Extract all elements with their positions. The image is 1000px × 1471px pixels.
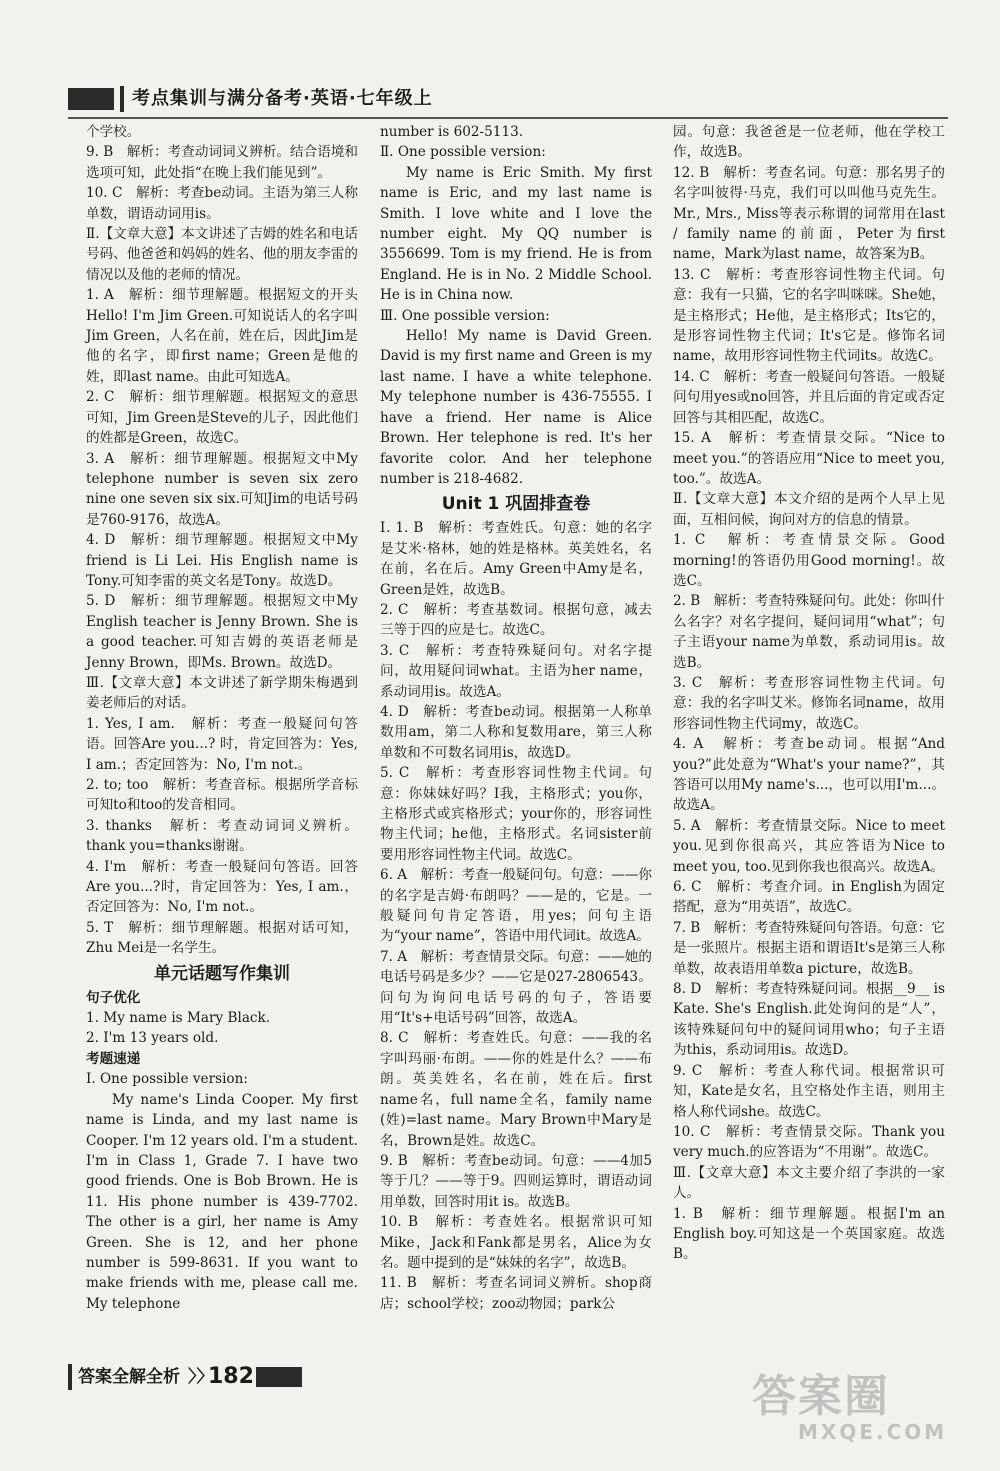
answer-paragraph: 5. D 解析：细节理解题。根据短文中My English teacher is Jenny Brown. She is a good teacher.可知吉姆的英语老师是Jenny Brown，即Ms. Brown。故选D。 <box>86 593 358 671</box>
answer-paragraph: 8. C 解析：考查姓氏。句意：——我的名字叫玛丽·布朗。——你的姓是什么？——布朗。英美姓名，名在前，姓在后。first name名，full name全名，family name (姓)=last name。Mary Brown中Mary是名，Brown是姓。故选C。 <box>380 1030 652 1149</box>
answer-paragraph: 5. A 解析：考查情景交际。Nice to meet you.见到你很高兴，其应答语为Nice to meet you, too.见到你我也很高兴。故选A。 <box>673 817 945 875</box>
answer-paragraph: My name's Linda Cooper. My first name is Linda, and my last name is Cooper. I'm 12 years old. I'm a student. I'm in Class 1, Grade 7. I have two good friends. One is Bob Brown. He is 11. His phone number is 439-7702. The other is a girl, her name is Amy Green. She is 12, and her phone number is 599-8631. If you want to make friends with me, please call me. My telephone <box>86 1091 358 1312</box>
answer-paragraph: 3. thanks 解析：考查动词词义辨析。thank you=thanks谢谢。 <box>86 817 358 855</box>
answer-paragraph: My name is Eric Smith. My first name is Eric, and my last name is Smith. I love white and I love the number eight. My QQ number is 3556699. Tom is my friend. He is from England. He is in No. 2 Middle School. He is in China now. <box>380 164 652 304</box>
answer-paragraph: 10. C 解析：考查情景交际。Thank you very much.的应答语为“不用谢”。故选C。 <box>673 1123 945 1161</box>
answer-paragraph: number is 602-5113. <box>380 124 524 140</box>
answer-paragraph: 2. C 解析：考查基数词。根据句意，减去三等于四的应是七。故选C。 <box>380 601 652 639</box>
answer-paragraph: 3. C 解析：考查形容词性物主代词。句意：我的名字叫艾米。修饰名词name，故用形容词性物主代词my，故选C。 <box>673 674 945 732</box>
watermark-url: MXQE.COM <box>798 1420 948 1444</box>
page-footer <box>68 1362 388 1392</box>
answer-paragraph: 1. My name is Mary Black. <box>86 1010 271 1027</box>
header-decoration-block <box>68 88 114 110</box>
page-number: 182 <box>208 1364 254 1389</box>
answer-paragraph: 14. C 解析：考查一般疑问句答语。一般疑问句用yes或no回答，并且后面的肯定或否定回答与其相匹配，故选C。 <box>673 368 945 426</box>
answer-paragraph: Ⅲ.【文章大意】本文讲述了新学期朱梅遇到姜老师后的对话。 <box>86 674 358 712</box>
answer-paragraph: 6. A 解析：考查一般疑问句。句意：——你的名字是吉姆·布朗吗？——是的，它是。一般疑问句肯定答语，用yes；问句主语为“your name”，答语中用代词it。故选A。 <box>380 867 652 945</box>
answer-paragraph: 5. T 解析：细节理解题。根据对话可知，Zhu Mei是一名学生。 <box>86 919 358 957</box>
footer-label: 答案全解全析 <box>78 1367 180 1387</box>
answer-paragraph: 13. C 解析：考查形容词性物主代词。句意：我有一只猫，它的名字叫咪咪。She她，是主格形式；He他，是主格形式；Its它的，是形容词性物主代词；It's它是。修饰名词name，故用形容词性物主代词its。故选C。 <box>673 266 945 365</box>
subsection-heading: 句子优化 <box>86 989 141 1006</box>
answer-paragraph: 11. B 解析：考查名词词义辨析。shop商店；school学校；zoo动物园；park公 <box>380 1275 652 1312</box>
answer-paragraph: 个学校。 <box>86 124 141 140</box>
answer-paragraph: 2. C 解析：细节理解题。根据短文的意思可知，Jim Green是Steve的儿子，因此他们的姓都是Green，故选C。 <box>86 389 358 447</box>
answer-paragraph: 3. C 解析：考查特殊疑问句。对名字提问，故用疑问词what。主语为her name，系动词用is。故选A。 <box>380 642 652 700</box>
answer-paragraph: Ⅲ. One possible version: <box>380 307 550 324</box>
subsection-heading: 考题速递 <box>86 1050 141 1067</box>
answer-column-1 <box>86 122 358 1314</box>
header-rule <box>68 117 948 119</box>
answer-paragraph: 2. B 解析：考查特殊疑问句。此处：你叫什么名字？对名字提问，疑问词用“what”；句子主语your name为单数，系动词用is。故选B。 <box>673 593 945 671</box>
answer-paragraph: 4. I'm 解析：考查一般疑问句答语。回答Are you...?时，肯定回答为：Yes, I am.，否定回答为：No, I'm not.。 <box>86 858 358 916</box>
answer-paragraph: 9. B 解析：考查be动词。句意：——4加5等于几？——等于9。四则运算时，谓语动词用单数，回答时用it is。故选B。 <box>380 1152 652 1210</box>
answer-column-3 <box>673 122 945 1265</box>
footer-arrow-icon: 〉〉 <box>188 1367 214 1387</box>
footer-decoration-block <box>256 1367 302 1387</box>
answer-column-2 <box>380 122 652 1314</box>
section-heading: Unit 1 巩固排查卷 <box>441 494 591 515</box>
answer-paragraph: 8. D 解析：考查特殊疑问词。根据__9__ is Kate. She's English.此处询问的是“人”，该特殊疑问句中的疑问词用who；句子主语为this，系动词用is。故选D。 <box>673 981 945 1059</box>
answer-paragraph: Ⅰ. 1. B 解析：考查姓氏。句意：她的名字是艾米·格林，她的姓是格林。英美姓名，名在前，名在后。Amy Green中Amy是名，Green是姓，故选B。 <box>380 520 652 598</box>
answer-paragraph: 2. I'm 13 years old. <box>86 1030 219 1047</box>
answer-paragraph: 9. C 解析：考查人称代词。根据常识可知，Kate是女名，且空格处作主语，则用主格人称代词she。故选C。 <box>673 1062 945 1120</box>
answer-paragraph: 6. C 解析：考查介词。in English为固定搭配，意为“用英语”，故选C。 <box>673 879 945 916</box>
header-divider-bar <box>120 86 124 112</box>
answer-paragraph: Hello! My name is David Green. David is my first name and Green is my last name. I have a white telephone. My telephone number is 436-75555. I have a friend. Her name is Alice Brown. Her telephone is red. It's her favorite color. And her telephone number is 218-4682. <box>380 328 652 487</box>
watermark-text: 答案圈 <box>752 1371 890 1422</box>
watermark-logo <box>752 1373 952 1453</box>
answer-paragraph: 4. D 解析：考查be动词。根据第一人称单数用am，第二人称和复数用are，第三人称单数和不可数名词用is，故选D。 <box>380 703 652 761</box>
answer-paragraph: Ⅲ.【文章大意】本文主要介绍了李洪的一家人。 <box>673 1164 945 1202</box>
section-heading: 单元话题写作集训 <box>154 963 290 984</box>
answer-paragraph: 1. C 解析：考查情景交际。Good morning!的答语仍用Good morning!。故选C。 <box>673 532 945 589</box>
footer-divider-bar <box>68 1364 72 1390</box>
answer-paragraph: Ⅰ. One possible version: <box>86 1071 248 1088</box>
answer-paragraph: 4. D 解析：细节理解题。根据短文中My friend is Li Lei. His English name is Tony.可知李雷的英文名是Tony。故选D。 <box>86 532 358 589</box>
page-header <box>68 84 948 118</box>
answer-paragraph: 1. A 解析：细节理解题。根据短文的开头Hello! I'm Jim Green.可知说话人的名字叫Jim Green，人名在前，姓在后，因此Jim是他的名字，即first name；Green是他的姓，即last name。由此可知选A。 <box>86 287 358 385</box>
answer-paragraph: Ⅱ.【文章大意】本文介绍的是两个人早上见面，互相问候，询问对方的信息的情景。 <box>673 491 945 528</box>
answer-paragraph: Ⅱ. One possible version: <box>380 144 546 161</box>
answer-paragraph: 3. A 解析：细节理解题。根据短文中My telephone number is seven six zero nine one seven six six.可知Jim的电话号码是760-9176，故选A。 <box>86 450 358 528</box>
answer-paragraph: 园。句意：我爸爸是一位老师，他在学校工作，故选B。 <box>673 124 945 161</box>
answer-paragraph: 2. to; too 解析：考查音标。根据所学音标可知to和too的发音相同。 <box>86 777 358 814</box>
answer-paragraph: 15. A 解析：考查情景交际。“Nice to meet you.”的答语应用“Nice to meet you, too.”。故选A。 <box>673 430 945 487</box>
answer-paragraph: 5. C 解析：考查形容词性物主代词。句意：你妹妹好吗？I我，主格形式；you你，主格形式或宾格形式；your你的，形容词性物主代词；he他，主格形式。名词sister前要用形容词性物主代词。故选C。 <box>380 765 652 863</box>
answer-paragraph: 10. B 解析：考查姓名。根据常识可知Mike，Jack和Fank都是男名，Alice为女名。题中提到的是“妹妹的名字”，故选B。 <box>380 1214 652 1271</box>
answer-paragraph: 4. A 解析：考查be动词。根据“And you?”此处意为“What's your name?”，其答语可以用My name's...，也可以用I'm...。故选A。 <box>673 736 945 814</box>
answer-paragraph: 12. B 解析：考查名词。句意：那名男子的名字叫彼得·马克，我们可以叫他马克先生。Mr., Mrs., Miss等表示称谓的词常用在last / family name的前面，Peter为first name，Mark为last name，故答案为B。 <box>673 164 945 263</box>
answer-paragraph: 9. B 解析：考查动词词义辨析。结合语境和选项可知，此处指“在晚上我们能见到”。 <box>86 144 358 181</box>
answer-paragraph: 7. B 解析：考查特殊疑问句答语。句意：它是一张照片。根据主语和谓语It's是第三人称单数，故表语用单数a picture，故选B。 <box>673 919 945 977</box>
header-title: 考点集训与满分备考·英语·七年级上 <box>132 88 433 109</box>
answer-paragraph: 1. B 解析：细节理解题。根据I'm an English boy.可知这是一个英国家庭。故选B。 <box>673 1205 945 1263</box>
answer-paragraph: 1. Yes, I am. 解析：考查一般疑问句答语。回答Are you...? 时，肯定回答为：Yes, I am.；否定回答为：No, I'm not.。 <box>86 715 358 773</box>
answer-paragraph: Ⅱ.【文章大意】本文讲述了吉姆的姓名和电话号码、他爸爸和妈妈的姓名、他的朋友李雷的情况以及他的老师的情况。 <box>86 226 358 283</box>
answer-paragraph: 10. C 解析：考查be动词。主语为第三人称单数，谓语动词用is。 <box>86 185 358 222</box>
answer-paragraph: 7. A 解析：考查情景交际。句意：——她的电话号码是多少？——它是027-2806543。问句为询问电话号码的句子，答语要用“It's+电话号码”回答，故选A。 <box>380 948 652 1027</box>
